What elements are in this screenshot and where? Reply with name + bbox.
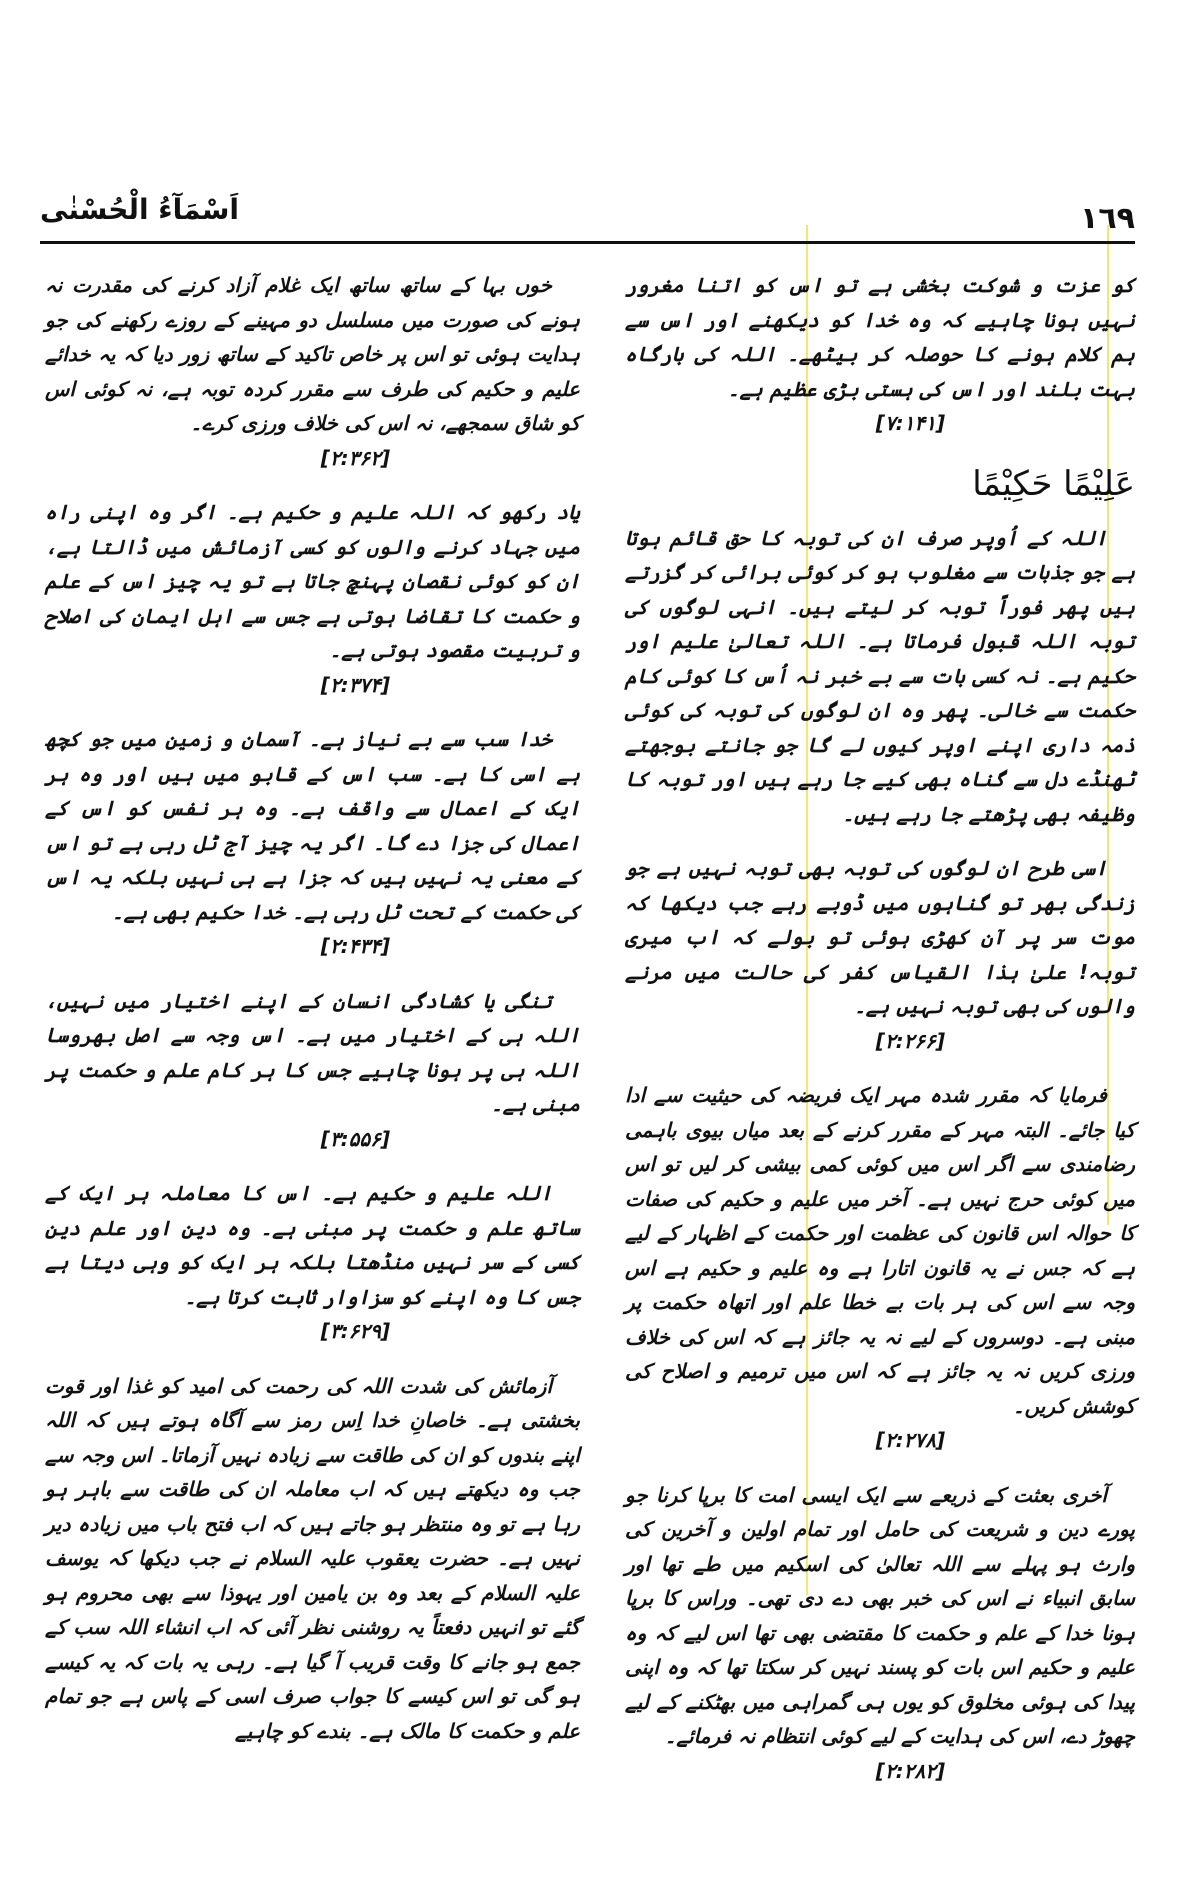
paragraph [45,984,580,1157]
verse-reference: [۲:۳۷۴] [320,672,390,697]
paragraph-text: اللہ علیم و حکیم ہے۔ اس کا معاملہ ہر ایک کے ساتھ علم و حکمت پر مبنی ہے۔ وہ دین اور علم دین کسی کے سر نہیں منڈھتا بلکہ ہر ایک کو وہی دیتا ہے جس کا وہ اپنے کو سزاوار ثابت کرتا ہے۔ [45,1181,580,1309]
paragraph-text: آخری بعثت کے ذریعے سے ایک ایسی امت کا برپا کرنا جو پورے دین و شریعت کی حامل اور تمام اولین و آخرین کی وارث ہو پہلے سے اللہ تعالیٰ کی اسکیم میں طے تھا اور سابق انبیاء نے اس کی خبر بھی دے دی تھی۔ وراس کا برپا ہونا خدا کے علم و حکمت کا مقتضی بھی تھا اس لیے کہ وہ علیم و حکیم اس بات کو پسند نہیں کر سکتا تھا کہ وہ اپنی پیدا کی ہوئی مخلوق کو یوں ہی گمراہی میں بھٹکنے کے لیے چھوڑ دے، اس کی ہدایت کے لیے کوئی انتظام نہ فرمائے۔ [625,1482,1135,1748]
verse-reference: [۲:۴۳۴] [320,934,390,958]
paragraph [625,521,1135,832]
paragraph-text: خوں بہا کے ساتھ ساتھ ایک غلام آزاد کرنے کی مقدرت نہ ہونے کی صورت میں مسلسل دو مہینے کے روزے رکھنے کی جو ہدایت ہوئی تو اس پر خاص تاکید کے ساتھ زور دیا کہ یہ خدائے علیم و حکیم کی طرف سے مقرر کردہ توبہ ہے، نہ کوئی اس کو شاق سمجھے، نہ اس کی خلاف ورزی کرے۔ [45,273,580,435]
running-title: اَسْمَآءُ الْحُسْنٰی [40,193,240,226]
paragraph-text: آزمائش کی شدت اللہ کی رحمت کی امید کو غذا اور قوت بخشتی ہے۔ خاصانِ خدا اِس رمز سے آگاہ ہوتے ہیں کہ اللہ اپنے بندوں کو ان کی طاقت سے زیادہ نہیں آزماتا۔ اس وجہ سے جب وہ دیکھتے ہیں کہ اب معاملہ ان کی طاقت سے باہر ہو رہا ہے تو وہ منتظر ہو جاتے ہیں کہ اب فتح باب میں زیادہ دیر نہیں ہے۔ حضرت یعقوب علیہ السلام نے جب دیکھا کہ یوسف علیہ السلام کے بعد وہ بن یامین اور یہوذا سے بھی محروم ہو گئے تو انہیں دفعتاً یہ روشنی نظر آئی کہ اب انشاء اللہ سب کے جمع ہو جانے کا وقت قریب آ گیا ہے۔ رہی یہ بات کہ یہ کیسے ہو گی تو اس کیسے کا جواب صرف اسی کے پاس ہے جو تمام علم و حکمت کا مالک ہے۔ بندے کو چاہیے [45,1373,580,1743]
verse-reference: [۲:۲۸۲] [875,1758,945,1783]
paragraph-text: خدا سب سے بے نیاز ہے۔ آسمان و زمین میں جو کچھ ہے اسی کا ہے۔ سب اس کے قابو میں ہیں اور وہ ہر ایک کے اعمال سے واقف ہے۔ وہ ہر نفس کو اس کے اعمال کی جزا دے گا۔ اگر یہ چیز آج ٹل رہی ہے تو اس کے معنی یہ نہیں ہیں کہ جزا ہے ہی نہیں بلکہ یہ اس کی حکمت کے تحت ٹل رہی ہے۔ خدا حکیم بھی ہے۔ [45,727,580,924]
paragraph-text: کو عزت و شوکت بخشی ہے تو اس کو اتنا مغرور نہیں ہونا چاہیے کہ وہ خدا کو دیکھنے اور اس سے ہم کلام ہونے کا حوصلہ کر بیٹھے۔ اللہ کی بارگاہ بہت بلند اور اس کی ہستی بڑی عظیم ہے۔ [625,273,1135,401]
paragraph-text: فرمایا کہ مقرر شدہ مہر ایک فریضہ کی حیثیت سے ادا کیا جائے۔ البتہ مہر کے مقرر کرنے کے بعد میاں بیوی باہمی رضامندی سے اگر اس میں کوئی کمی بیشی کر لیں تو اس میں کوئی حرج نہیں ہے۔ آخر میں علیم و حکیم کی صفات کا حوالہ اس قانون کی عظمت اور حکمت کے اظہار کے لیے ہے کہ جس نے یہ قانون اتارا ہے وہ علیم و حکیم ہے اس وجہ سے اس کی ہر بات بے خطا علم اور اتھاہ حکمت پر مبنی ہے۔ دوسروں کے لیے نہ یہ جائز ہے کہ اس کی خلاف ورزی کریں نہ یہ جائز ہے کہ اس میں ترمیم و اصلاح کی کوشش کریں۔ [625,1083,1135,1418]
paragraph [45,722,580,964]
verse-reference: [۳:۵۵۶] [320,1126,390,1151]
paragraph [45,268,580,475]
verse-reference: [۳:۶۲۹] [320,1319,390,1343]
verse-reference: [۷:۱۴۱] [875,411,945,435]
right-column [625,268,1135,1808]
paragraph [625,1078,1135,1458]
paragraph [625,1478,1135,1789]
verse-reference: [۲:۲۷۸] [875,1428,945,1452]
paragraph [625,268,1135,441]
paragraph-text: اسی طرح ان لوگوں کی توبہ بھی توبہ نہیں ہے جو زندگی بھر تو گناہوں میں ڈوبے رہے جب دیکھا کہ موت سر پر آن کھڑی ہوئی تو بولے کہ اب میری توبہ! علیٰ ہذا القیاس کفر کی حالت میں مرنے والوں کی بھی توبہ نہیں ہے۔ [625,856,1135,1018]
page-number: ١٦٩ [1080,201,1135,236]
paragraph-text: تنگی یا کشادگی انسان کے اپنے اختیار میں نہیں، اللہ ہی کے اختیار میں ہے۔ اس وجہ سے اصل بھروسا اللہ ہی پر ہونا چاہیے جس کا ہر کام علم و حکمت پر مبنی ہے۔ [45,988,580,1116]
section-heading: عَلِیْمًا حَکِیْمًا [972,463,1135,504]
paragraph [45,1369,580,1749]
page-header [40,193,1135,243]
paragraph [45,495,580,702]
paragraph [45,1176,580,1349]
left-column [45,268,580,1768]
paragraph-text: یاد رکھو کہ اللہ علیم و حکیم ہے۔ اگر وہ اپنی راہ میں جہاد کرنے والوں کو کسی آزمائش میں ڈالتا ہے، ان کو کوئی نقصان پہنچ جاتا ہے تو یہ چیز اس کے علم و حکمت کا تقاضا ہوتی ہے جس سے اہل ایمان کی اصلاح و تربیت مقصود ہوتی ہے۔ [45,500,580,662]
paragraph [625,851,1135,1058]
paragraph-text: اللہ کے اُوپر صرف ان کی توبہ کا حق قائم ہوتا ہے جو جذبات سے مغلوب ہو کر کوئی برائی کر گزرتے ہیں پھر فوراً توبہ کر لیتے ہیں۔ انہی لوگوں کی توبہ اللہ قبول فرماتا ہے۔ اللہ تعالیٰ علیم اور حکیم ہے۔ نہ کسی بات سے بے خبر نہ اُس کا کوئی کام حکمت سے خالی۔ پھر وہ ان لوگوں کی توبہ کی کوئی ذمہ داری اپنے اوپر کیوں لے گا جو جانتے بوجھتے ٹھنڈے دل سے گناہ بھی کیے جا رہے ہیں اور توبہ کا وظیفہ بھی پڑھتے جا رہے ہیں۔ [625,525,1135,826]
header-rule [40,241,1135,244]
verse-reference: [۲:۲۶۶] [875,1028,945,1053]
verse-reference: [۲:۳۶۲] [320,445,390,470]
